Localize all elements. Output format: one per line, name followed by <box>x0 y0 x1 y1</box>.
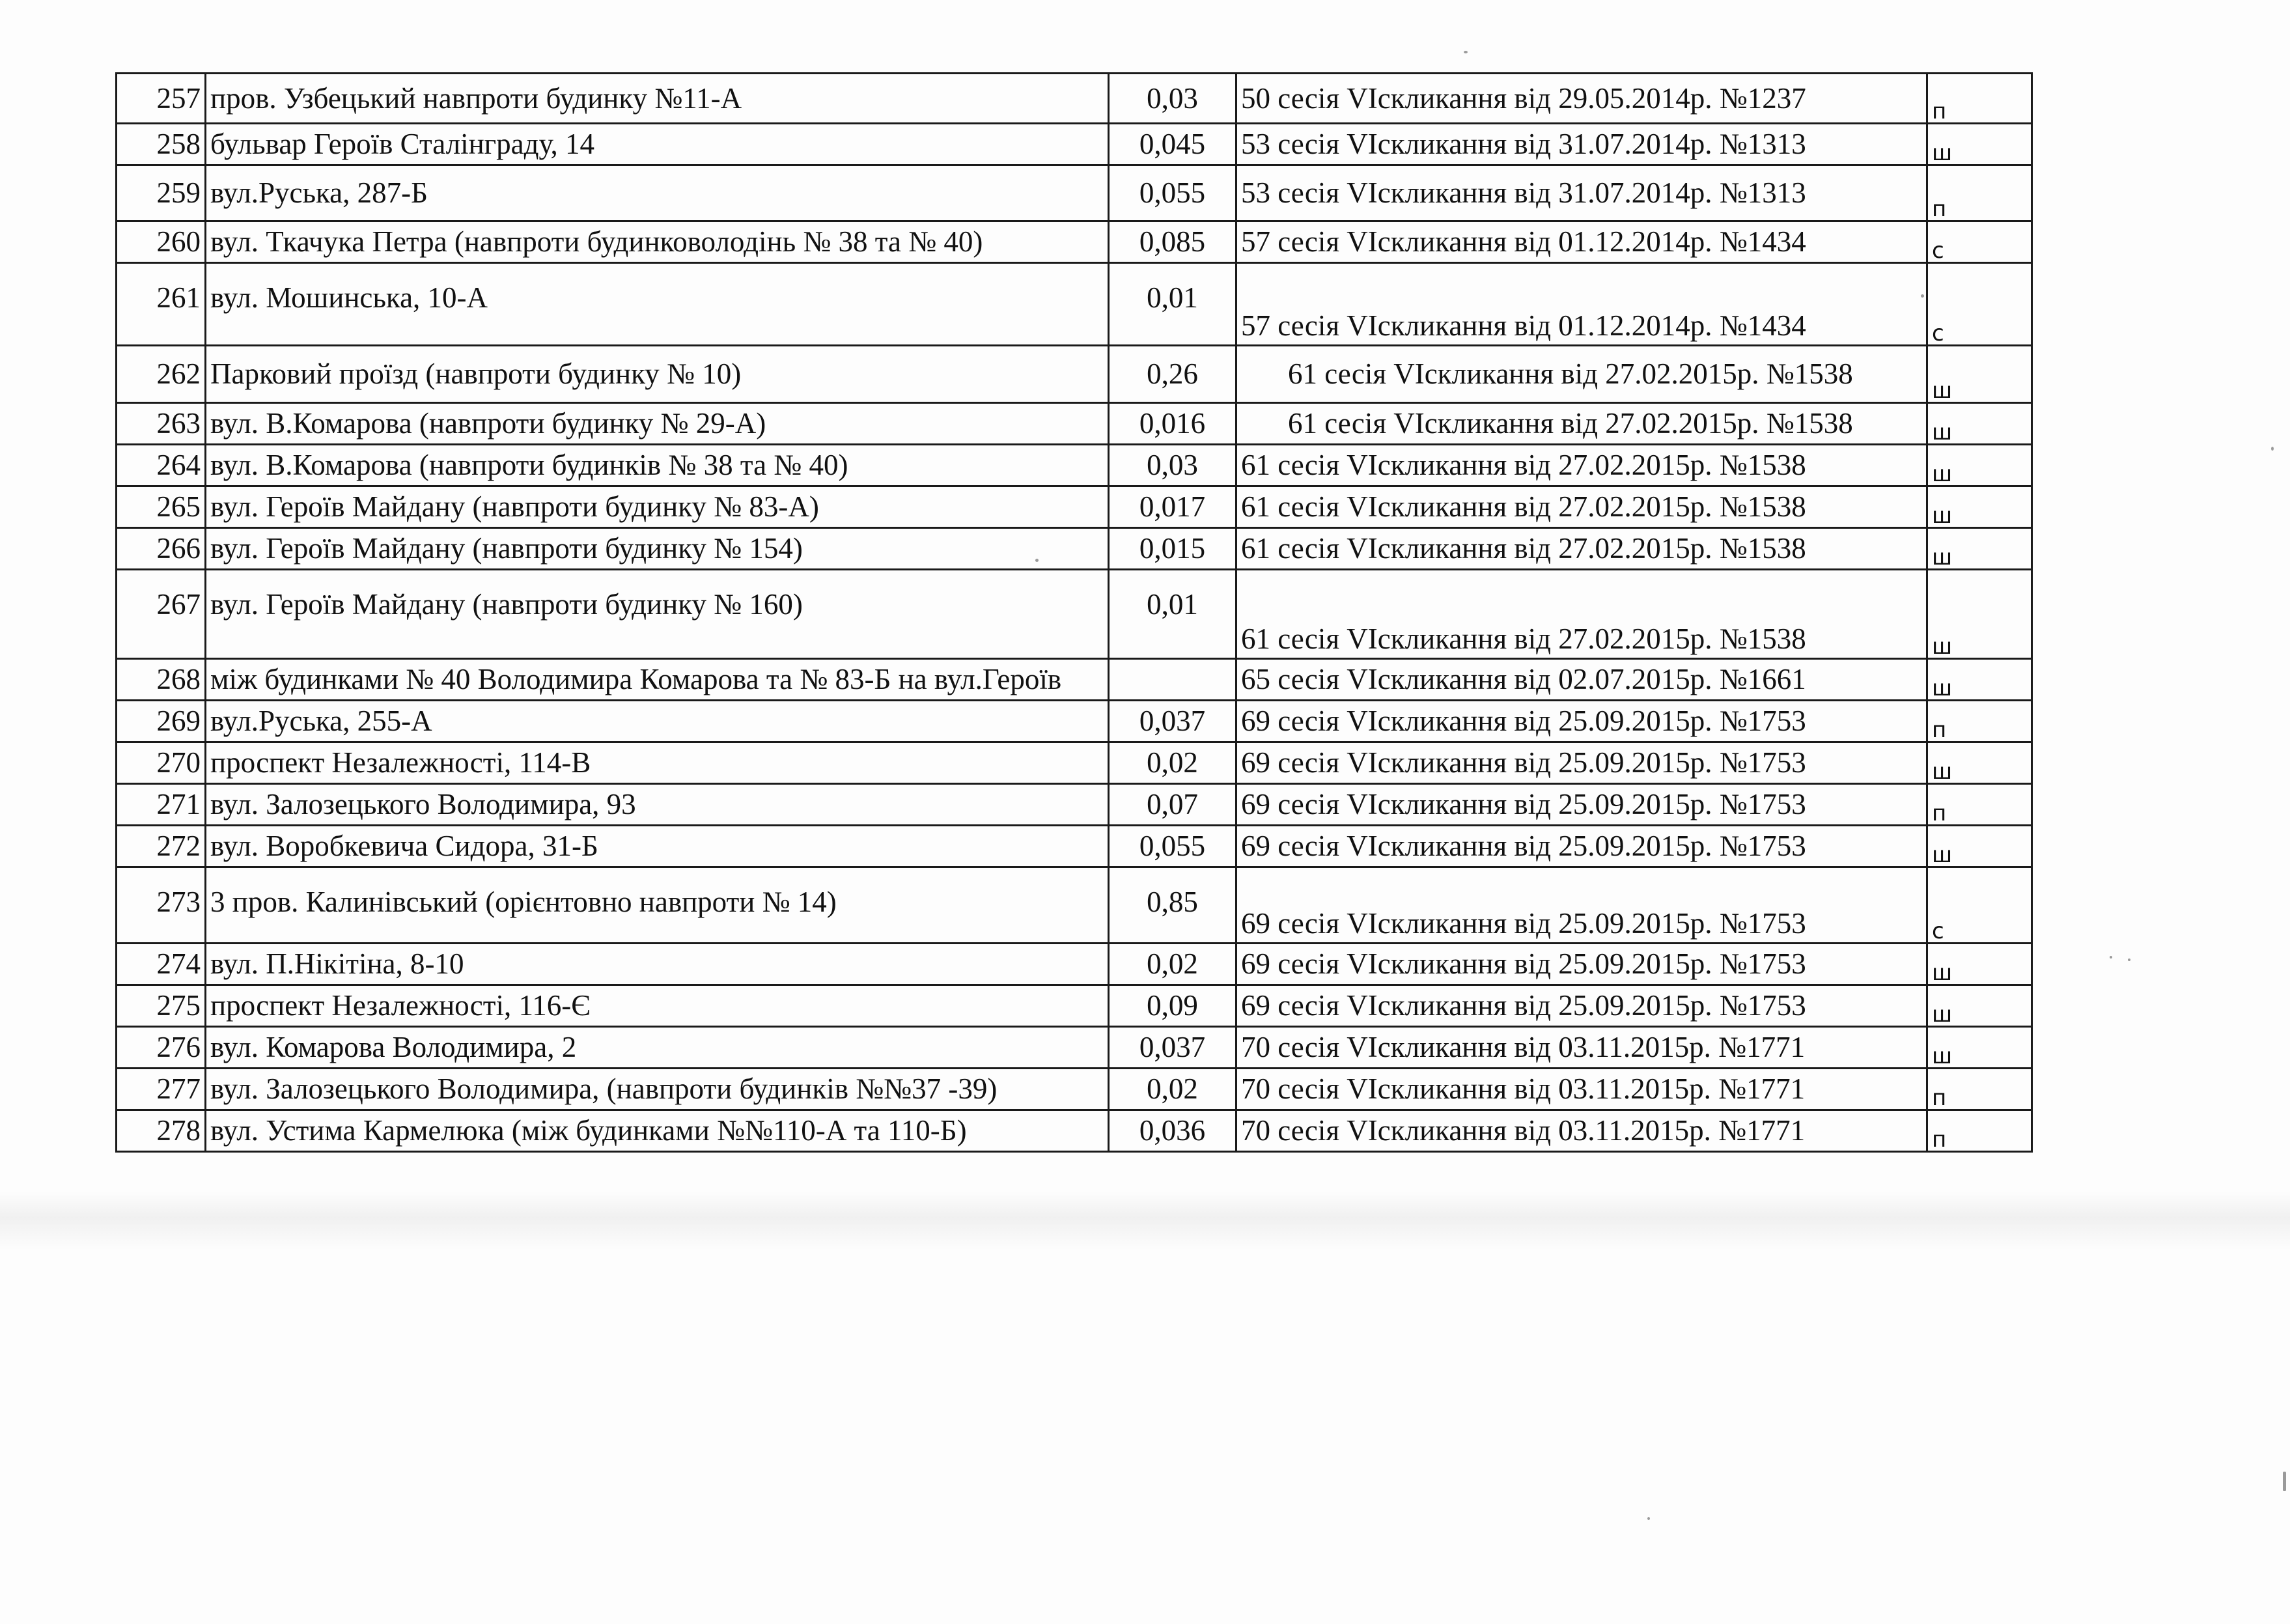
usage-type-cell: с <box>1927 263 2032 346</box>
row-number-cell: 271 <box>117 784 206 826</box>
scan-speck <box>1647 1517 1650 1520</box>
address-cell: вул.Руська, 287-Б <box>206 165 1109 221</box>
table-row <box>117 1027 2032 1069</box>
decision-cell: 69 сесія VIскликання від 25.09.2015р. №1753 <box>1236 742 1927 784</box>
row-number-cell: 278 <box>117 1110 206 1152</box>
row-number-cell: 272 <box>117 826 206 867</box>
table-row <box>117 659 2032 701</box>
row-number-cell: 264 <box>117 445 206 486</box>
scan-speck <box>2128 959 2130 961</box>
address-cell: бульвар Героїв Сталінграду, 14 <box>206 124 1109 165</box>
decision-cell: 69 сесія VIскликання від 25.09.2015р. №1753 <box>1236 944 1927 985</box>
address-cell: між будинками № 40 Володимира Комарова та № 83-Б на вул.Героїв <box>206 659 1109 701</box>
scan-speck <box>1464 51 1468 53</box>
area-cell: 0,09 <box>1109 985 1236 1027</box>
table-row <box>117 985 2032 1027</box>
area-cell: 0,02 <box>1109 944 1236 985</box>
address-cell: вул. Героїв Майдану (навпроти будинку № 83-А) <box>206 486 1109 528</box>
decision-cell: 69 сесія VIскликання від 25.09.2015р. №1753 <box>1236 784 1927 826</box>
table-row <box>117 944 2032 985</box>
table-row <box>117 165 2032 221</box>
decision-cell: 69 сесія VIскликання від 25.09.2015р. №1753 <box>1236 826 1927 867</box>
address-cell: проспект Незалежності, 116-Є <box>206 985 1109 1027</box>
decision-cell: 70 сесія VIскликання від 03.11.2015р. №1771 <box>1236 1069 1927 1110</box>
decision-cell: 53 сесія VIскликання від 31.07.2014р. №1313 <box>1236 124 1927 165</box>
decision-cell: 57 сесія VIскликання від 01.12.2014р. №1434 <box>1236 263 1927 346</box>
row-number-cell: 266 <box>117 528 206 570</box>
land-plots-table <box>115 72 2033 1153</box>
row-number-cell: 273 <box>117 867 206 944</box>
usage-type-cell: ш <box>1927 445 2032 486</box>
address-cell: вул. Героїв Майдану (навпроти будинку № 154) <box>206 528 1109 570</box>
area-cell: 0,045 <box>1109 124 1236 165</box>
address-cell: вул. Устима Кармелюка (між будинками №№110-А та 110-Б) <box>206 1110 1109 1152</box>
usage-type-cell: п <box>1927 701 2032 742</box>
table-row <box>117 826 2032 867</box>
row-number-cell: 267 <box>117 570 206 659</box>
area-cell: 0,036 <box>1109 1110 1236 1152</box>
address-cell: вул. П.Нікітіна, 8-10 <box>206 944 1109 985</box>
usage-type-cell: ш <box>1927 346 2032 403</box>
area-cell: 0,085 <box>1109 221 1236 263</box>
table-row <box>117 263 2032 346</box>
area-cell: 0,01 <box>1109 570 1236 659</box>
area-cell: 0,037 <box>1109 701 1236 742</box>
usage-type-cell: ш <box>1927 570 2032 659</box>
area-cell: 0,016 <box>1109 403 1236 445</box>
decision-cell: 61 сесія VIскликання від 27.02.2015р. №1538 <box>1236 528 1927 570</box>
area-cell: 0,015 <box>1109 528 1236 570</box>
area-cell: 0,02 <box>1109 1069 1236 1110</box>
address-cell: вул. Залозецького Володимира, 93 <box>206 784 1109 826</box>
decision-cell: 57 сесія VIскликання від 01.12.2014р. №1434 <box>1236 221 1927 263</box>
table-row <box>117 528 2032 570</box>
address-cell: 3 пров. Калинівський (орієнтовно навпроти № 14) <box>206 867 1109 944</box>
table-row <box>117 570 2032 659</box>
area-cell: 0,055 <box>1109 165 1236 221</box>
row-number-cell: 275 <box>117 985 206 1027</box>
usage-type-cell: с <box>1927 867 2032 944</box>
address-cell: вул. Комарова Володимира, 2 <box>206 1027 1109 1069</box>
usage-type-cell: ш <box>1927 659 2032 701</box>
usage-type-cell: п <box>1927 165 2032 221</box>
area-cell: 0,01 <box>1109 263 1236 346</box>
scan-speck <box>2271 447 2274 451</box>
address-cell: вул. В.Комарова (навпроти будинку № 29-А) <box>206 403 1109 445</box>
address-cell: вул. Воробкевича Сидора, 31-Б <box>206 826 1109 867</box>
usage-type-cell: п <box>1927 74 2032 124</box>
decision-cell: 61 сесія VIскликання від 27.02.2015р. №1538 <box>1236 403 1927 445</box>
usage-type-cell: п <box>1927 784 2032 826</box>
decision-cell: 70 сесія VIскликання від 03.11.2015р. №1771 <box>1236 1110 1927 1152</box>
area-cell: 0,02 <box>1109 742 1236 784</box>
table-row <box>117 486 2032 528</box>
address-cell: вул. Залозецького Володимира, (навпроти будинків №№37 -39) <box>206 1069 1109 1110</box>
address-cell: проспект Незалежності, 114-В <box>206 742 1109 784</box>
row-number-cell: 263 <box>117 403 206 445</box>
decision-cell: 65 сесія VIскликання від 02.07.2015р. №1661 <box>1236 659 1927 701</box>
area-cell: 0,017 <box>1109 486 1236 528</box>
row-number-cell: 265 <box>117 486 206 528</box>
table-row <box>117 403 2032 445</box>
address-cell: Парковий проїзд (навпроти будинку № 10) <box>206 346 1109 403</box>
table-row <box>117 221 2032 263</box>
row-number-cell: 277 <box>117 1069 206 1110</box>
address-cell: пров. Узбецький навпроти будинку №11-А <box>206 74 1109 124</box>
area-cell: 0,07 <box>1109 784 1236 826</box>
scan-speck <box>2110 956 2112 959</box>
table-row <box>117 784 2032 826</box>
decision-cell: 61 сесія VIскликання від 27.02.2015р. №1538 <box>1236 570 1927 659</box>
decision-cell: 70 сесія VIскликання від 03.11.2015р. №1771 <box>1236 1027 1927 1069</box>
area-cell: 0,037 <box>1109 1027 1236 1069</box>
usage-type-cell: п <box>1927 1110 2032 1152</box>
decision-cell: 69 сесія VIскликання від 25.09.2015р. №1753 <box>1236 867 1927 944</box>
table-row <box>117 124 2032 165</box>
address-cell: вул. Героїв Майдану (навпроти будинку № 160) <box>206 570 1109 659</box>
table-row <box>117 867 2032 944</box>
table-row <box>117 701 2032 742</box>
address-cell: вул.Руська, 255-А <box>206 701 1109 742</box>
usage-type-cell: ш <box>1927 1027 2032 1069</box>
row-number-cell: 268 <box>117 659 206 701</box>
scan-speck <box>2283 1472 2286 1491</box>
decision-cell: 53 сесія VIскликання від 31.07.2014р. №1313 <box>1236 165 1927 221</box>
area-cell: 0,03 <box>1109 445 1236 486</box>
area-cell: 0,03 <box>1109 74 1236 124</box>
table-row <box>117 74 2032 124</box>
row-number-cell: 257 <box>117 74 206 124</box>
decision-cell: 61 сесія VIскликання від 27.02.2015р. №1538 <box>1236 346 1927 403</box>
decision-cell: 61 сесія VIскликання від 27.02.2015р. №1538 <box>1236 486 1927 528</box>
row-number-cell: 269 <box>117 701 206 742</box>
area-cell: 0,26 <box>1109 346 1236 403</box>
usage-type-cell: ш <box>1927 486 2032 528</box>
row-number-cell: 259 <box>117 165 206 221</box>
row-number-cell: 274 <box>117 944 206 985</box>
address-cell: вул. Ткачука Петра (навпроти будинковолодінь № 38 та № 40) <box>206 221 1109 263</box>
row-number-cell: 276 <box>117 1027 206 1069</box>
row-number-cell: 258 <box>117 124 206 165</box>
table-row <box>117 1069 2032 1110</box>
address-cell: вул. Мошинська, 10-А <box>206 263 1109 346</box>
decision-cell: 69 сесія VIскликання від 25.09.2015р. №1753 <box>1236 985 1927 1027</box>
decision-cell: 61 сесія VIскликання від 27.02.2015р. №1538 <box>1236 445 1927 486</box>
usage-type-cell: ш <box>1927 528 2032 570</box>
decision-cell: 50 сесія VIскликання від 29.05.2014р. №1237 <box>1236 74 1927 124</box>
usage-type-cell: ш <box>1927 985 2032 1027</box>
row-number-cell: 270 <box>117 742 206 784</box>
area-cell <box>1109 659 1236 701</box>
usage-type-cell: п <box>1927 1069 2032 1110</box>
address-cell: вул. В.Комарова (навпроти будинків № 38 та № 40) <box>206 445 1109 486</box>
table-row <box>117 1110 2032 1152</box>
scan-shadow-band <box>0 1192 2290 1250</box>
usage-type-cell: ш <box>1927 944 2032 985</box>
table-row <box>117 742 2032 784</box>
usage-type-cell: ш <box>1927 403 2032 445</box>
area-cell: 0,85 <box>1109 867 1236 944</box>
usage-type-cell: ш <box>1927 742 2032 784</box>
row-number-cell: 261 <box>117 263 206 346</box>
row-number-cell: 260 <box>117 221 206 263</box>
table-row <box>117 445 2032 486</box>
usage-type-cell: ш <box>1927 124 2032 165</box>
usage-type-cell: с <box>1927 221 2032 263</box>
table-row <box>117 346 2032 403</box>
usage-type-cell: ш <box>1927 826 2032 867</box>
row-number-cell: 262 <box>117 346 206 403</box>
area-cell: 0,055 <box>1109 826 1236 867</box>
decision-cell: 69 сесія VIскликання від 25.09.2015р. №1753 <box>1236 701 1927 742</box>
